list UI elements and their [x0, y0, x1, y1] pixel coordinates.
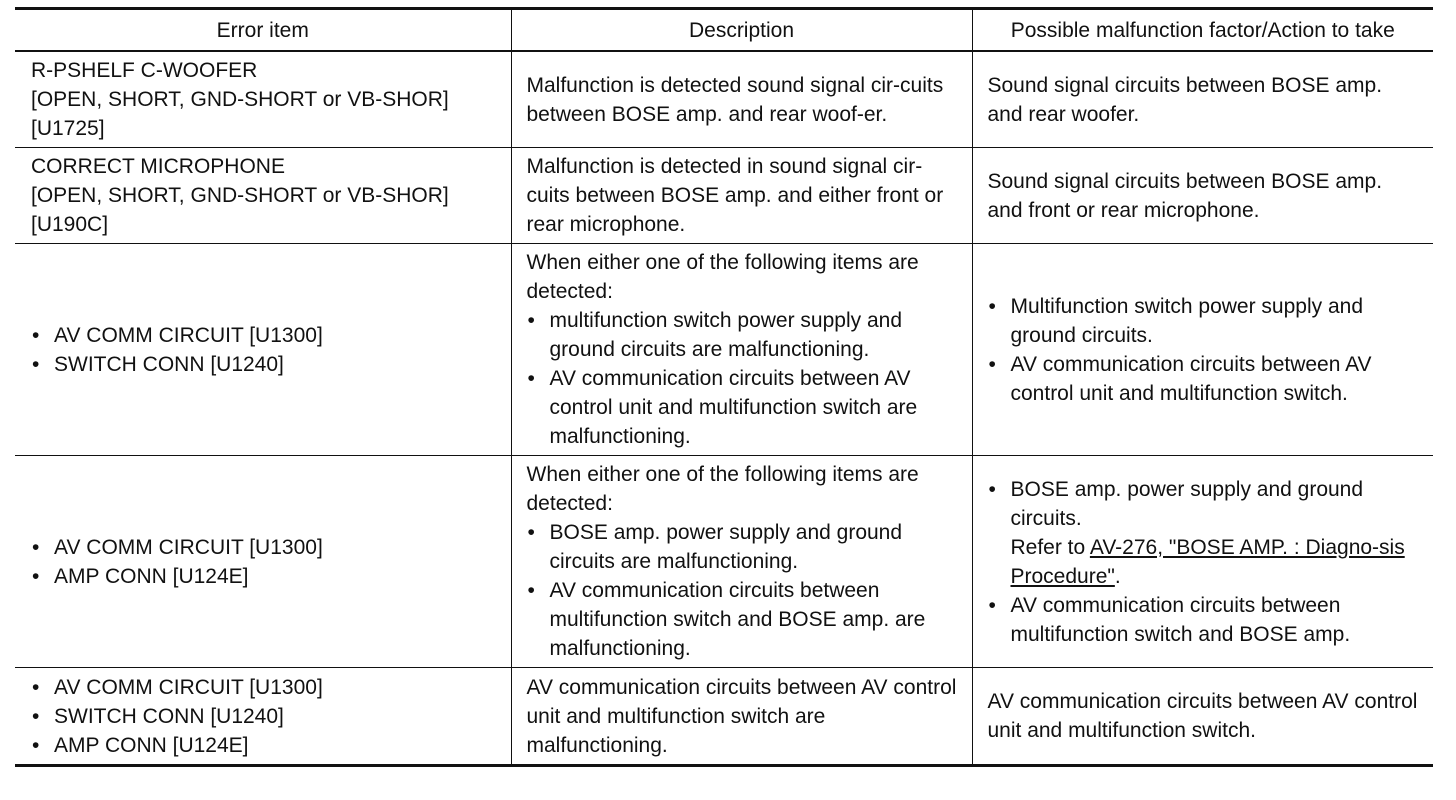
error-item-bullet: • SWITCH CONN [U1240] [31, 702, 497, 731]
error-item-cell [15, 456, 511, 668]
action-bullet [988, 475, 1420, 591]
table-row [15, 668, 1433, 766]
error-item-cell [15, 148, 511, 244]
description-list [527, 518, 958, 663]
error-item-bullet: • AV COMM CIRCUIT [U1300] [31, 321, 497, 350]
description-bullet: • BOSE amp. power supply and ground circuits are malfunctioning. [527, 518, 958, 576]
error-item-list [31, 673, 497, 760]
description-bullet: • AV communication circuits between AV control unit and multifunction switch are malfunctioning. [527, 364, 958, 451]
table-row [15, 244, 1433, 456]
description-cell [511, 148, 972, 244]
table-row [15, 51, 1433, 148]
action-text: Sound signal circuits between BOSE amp. and front or rear microphone. [987, 169, 1383, 222]
refer-to-label: Refer to [1010, 535, 1086, 559]
table-header-row [15, 9, 1433, 52]
action-bullet: • AV communication circuits between multifunction switch and BOSE amp. [988, 591, 1420, 649]
description-list [527, 306, 958, 451]
action-cell [972, 148, 1433, 244]
error-item-bullet: • AMP CONN [U124E] [31, 562, 497, 591]
header-description: Description [511, 9, 972, 52]
refer-suffix: . [1114, 564, 1121, 588]
error-table-container [15, 7, 1433, 767]
action-bullet: • AV communication circuits between AV control unit and multifunction switch. [988, 350, 1420, 408]
header-action: Possible malfunction factor/Action to take [972, 9, 1433, 52]
action-text: AV communication circuits between AV control unit and multifunction switch. [987, 690, 1418, 742]
description-cell [511, 244, 972, 456]
action-list [988, 475, 1420, 649]
error-item-line: CORRECT MICROPHONE [31, 155, 285, 178]
error-item-bullet: • AV COMM CIRCUIT [U1300] [31, 533, 497, 562]
description-cell [511, 51, 972, 148]
action-cell [972, 456, 1433, 668]
error-item-table [15, 7, 1433, 767]
action-cell [972, 668, 1433, 766]
description-bullet: • AV communication circuits between multifunction switch and BOSE amp. are malfunctioning. [527, 576, 958, 663]
description-text: AV communication circuits between AV control unit and multifunction switch are malfunctioning. [526, 675, 957, 757]
description-cell [511, 668, 972, 766]
description-intro: When either one of the following items are detected: [526, 463, 919, 515]
description-bullet: • multifunction switch power supply and ground circuits are malfunctioning. [527, 306, 958, 364]
error-item-bullet: • AMP CONN [U124E] [31, 731, 497, 760]
error-item-cell [15, 244, 511, 456]
error-item-bullet: • SWITCH CONN [U1240] [31, 350, 497, 379]
action-text: Sound signal circuits between BOSE amp. and rear woofer. [987, 73, 1383, 126]
action-text: BOSE amp. power supply and ground circuits. [1010, 477, 1364, 530]
table-row [15, 148, 1433, 244]
action-cell [972, 51, 1433, 148]
action-list [988, 292, 1420, 408]
error-item-line: [OPEN, SHORT, GND-SHORT or VB-SHOR] [31, 88, 449, 111]
action-bullet: • Multifunction switch power supply and ground circuits. [988, 292, 1420, 350]
description-intro: When either one of the following items are detected: [526, 251, 919, 303]
error-item-list [31, 533, 497, 591]
error-item-cell [15, 51, 511, 148]
error-item-bullet: • AV COMM CIRCUIT [U1300] [31, 673, 497, 702]
error-item-line: [U1725] [31, 117, 105, 140]
diagnosis-procedure-link[interactable]: AV-276, "BOSE AMP. : Diagno-sis Procedure" [1010, 535, 1405, 588]
description-text: Malfunction is detected in sound signal cir-cuits between BOSE amp. and either front or rear microphone. [526, 155, 944, 236]
error-item-line: [OPEN, SHORT, GND-SHORT or VB-SHOR] [31, 184, 449, 207]
error-item-list [31, 321, 497, 379]
error-item-line: R-PSHELF C-WOOFER [31, 59, 258, 82]
error-item-line: [U190C] [31, 213, 109, 236]
description-cell [511, 456, 972, 668]
header-error-item: Error item [15, 9, 511, 52]
error-item-cell [15, 668, 511, 766]
action-cell [972, 244, 1433, 456]
description-text: Malfunction is detected sound signal cir-cuits between BOSE amp. and rear woof-er. [526, 73, 944, 126]
table-row [15, 456, 1433, 668]
